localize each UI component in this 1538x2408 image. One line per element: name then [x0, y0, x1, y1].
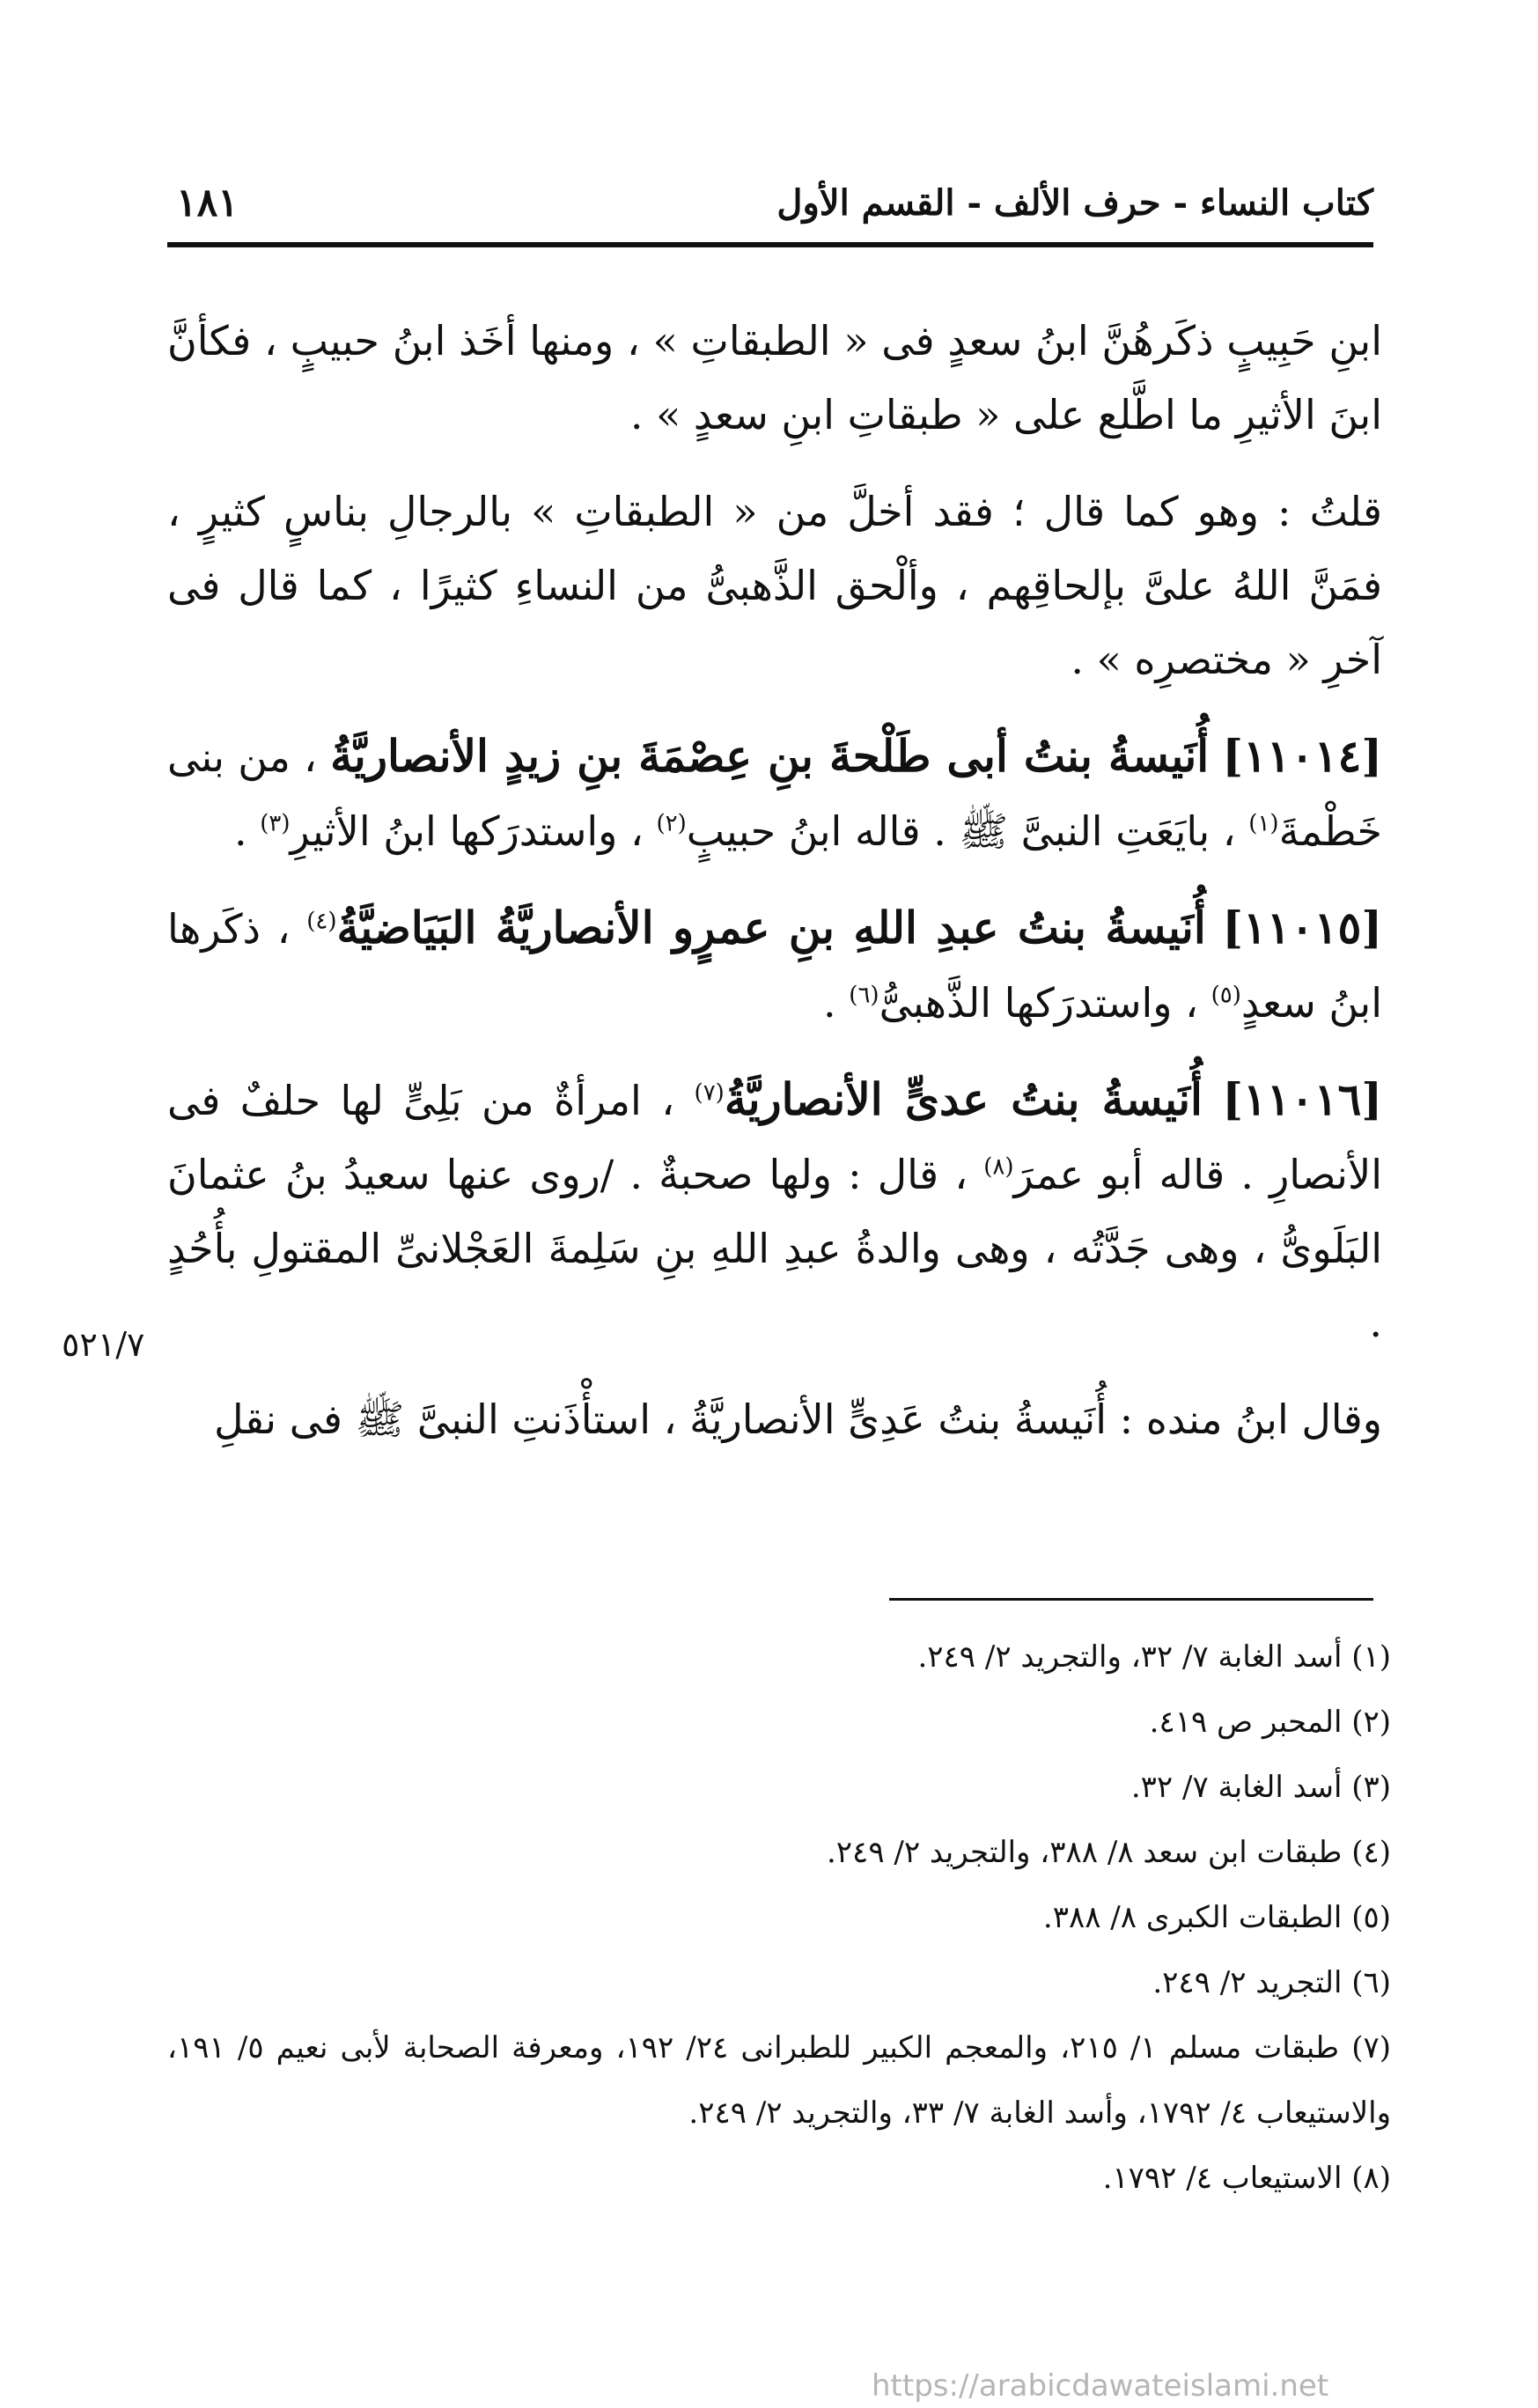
- page-number: ١٨١: [176, 180, 239, 225]
- footnote-3: (٣) أسد الغابة ٧/ ٣٢.: [1130, 1770, 1391, 1805]
- footnote-ref: (٤): [306, 908, 337, 935]
- entry-text: ، قال : ولها صحبةٌ . /روى عنها سعيدُ بنُ عثمانَ البَلَوىُّ ، وهى جَدَّتُه ، وهى والدةُ عبدِ اللهِ بنِ سَلِمةَ العَجْلانىِّ المقتولِ بأُحُدٍ .: [167, 1151, 1382, 1346]
- closing-paragraph: وقال ابنُ منده : أُنَيسةُ بنتُ عَدِىٍّ الأنصاريَّةُ ، استأْذَنتِ النبىَّ ﷺ فى نقلِ: [214, 1395, 1382, 1443]
- entry-number: [١١٠١٦]: [1222, 1073, 1382, 1125]
- footnote-ref: (٦): [849, 982, 879, 1009]
- footnote-8: (٨) الاستيعاب ٤/ ١٧٩٢.: [1102, 2161, 1391, 2196]
- footnote-ref: (٢): [656, 810, 687, 837]
- entry-11016: [167, 1063, 1382, 1359]
- footnote-2: (٢) المحبر ص ٤١٩.: [1149, 1705, 1391, 1740]
- footnote-ref: (٣): [260, 810, 291, 837]
- footnote-5: (٥) الطبقات الكبرى ٨/ ٣٨٨.: [1042, 1900, 1391, 1935]
- entry-text: ، من بنى خَطْمةَ: [167, 733, 1382, 855]
- entry-name: أُنَيسةُ بنتُ عبدِ اللهِ بنِ عمرٍو الأنصاريَّةُ البَيَاضيَّةُ: [336, 902, 1206, 954]
- paragraph-1: ابنِ حَبِيبٍ ذكَرهُنَّ ابنُ سعدٍ فى « الطبقاتِ » ، ومنها أخَذ ابنُ حبيبٍ ، فكأنَّ ابنَ الأثيرِ ما اطَّلع على « طبقاتِ ابنِ سعدٍ » .: [167, 317, 1382, 438]
- entry-number: [١١٠١٤]: [1222, 730, 1383, 782]
- margin-reference: ٥٢١/٧: [62, 1325, 145, 1364]
- footnote-4: (٤) طبقات ابن سعد ٨/ ٣٨٨، والتجريد ٢/ ٢٤٩.: [826, 1835, 1391, 1870]
- paragraph-2: قلتُ : وهو كما قال ؛ فقد أخلَّ من « الطبقاتِ » بالرجالِ بناسٍ كثيرٍ ، فمَنَّ اللهُ علىَّ بإلحاقِهم ، وألْحق الذَّهبىُّ من النساءِ كثيرًا ، كما قال فى آخرِ « مختصرِه » .: [167, 488, 1382, 683]
- entry-text: ، واستدرَكها ابنُ الأثيرِ: [290, 807, 644, 855]
- entry-text: ، امرأةٌ من بَلِىٍّ لها حلفٌ فى الأنصارِ . قاله أبو عمرَ: [167, 1077, 1383, 1198]
- footnote-6: (٦) التجريد ٢/ ٢٤٩.: [1152, 1965, 1391, 2000]
- entry-text: .: [823, 979, 836, 1027]
- footnote-ref: (٨): [983, 1153, 1014, 1181]
- entry-name: أُنَيسةُ بنتُ عدىٍّ الأنصاريَّةُ: [724, 1073, 1203, 1125]
- header-divider: [167, 242, 1373, 247]
- footnotes: [167, 1624, 1391, 2211]
- entry-name: أُنَيسةُ بنتُ أبى طَلْحةَ بنِ عِصْمَةَ بنِ زيدٍ الأنصاريَّةُ: [330, 730, 1210, 782]
- footnote-ref: (٧): [694, 1079, 725, 1107]
- entry-number: [١١٠١٥]: [1222, 902, 1382, 954]
- footnote-divider: [889, 1598, 1373, 1601]
- running-title: كتاب النساء - حرف الألف - القسم الأول: [776, 181, 1373, 224]
- entry-text: ، بايَعَتِ النبىَّ ﷺ . قاله ابنُ حبيبٍ: [686, 807, 1236, 855]
- footnote-ref: (١): [1248, 810, 1279, 837]
- footnote-1: (١) أسد الغابة ٧/ ٣٢، والتجريد ٢/ ٢٤٩.: [917, 1639, 1391, 1675]
- entry-text: .: [234, 807, 247, 855]
- entry-11015: [167, 891, 1382, 1040]
- entry-11014: [167, 719, 1382, 868]
- entry-text: ، ذكَرها ابنُ سعدٍ: [167, 905, 1382, 1027]
- footnote-ref: (٥): [1211, 982, 1241, 1009]
- watermark-url: https://arabicdawateislami.net: [872, 2368, 1329, 2404]
- page-header: [167, 172, 1373, 233]
- entry-text: ، واستدرَكها الذَّهبىُّ: [879, 979, 1198, 1027]
- main-text: [167, 304, 1382, 1479]
- footnote-7: (٧) طبقات مسلم ١/ ٢١٥، والمعجم الكبير للطبرانى ٢٤/ ١٩٢، ومعرفة الصحابة لأبى نعيم ٥/ ١٩١، والاستيعاب ٤/ ١٧٩٢، وأسد الغابة ٧/ ٣٣، والتجريد ٢/ ٢٤٩.: [167, 2030, 1391, 2131]
